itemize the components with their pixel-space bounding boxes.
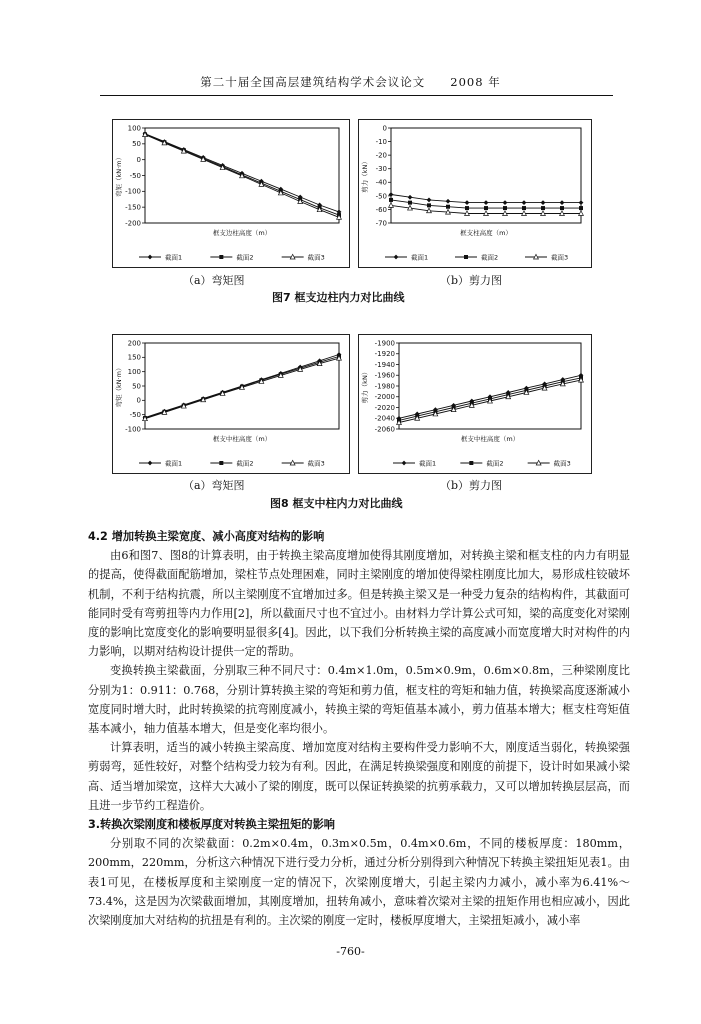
section-3-paragraph-1: 分别取不同的次梁截面：0.2m×0.4m，0.3m×0.5m，0.4m×0.6m，不同的楼板厚度：180mm，200mm，220mm，分析这六种情况下进行受力分析，通过分析分别得到六种情况下转换主梁扭矩见表1。由表1可见，在楼板厚度和主梁刚度一定的情况下，次梁刚度增大，引起主梁内力减小，减小率为6.41%～73.4%，这是因为次梁截面增加，其刚度增加，扭转角减小，意味着次梁对主梁的扭矩作用也相应减小，因此次梁刚度加大对结构的抗扭是有利的。主次梁的刚度一定时，楼板厚度增大，主梁扭矩减小，减小率: [88, 837, 630, 928]
legend-label-3: 截面3: [307, 253, 325, 262]
y-tick-label: -70: [375, 219, 387, 228]
legend-marker-2: [219, 255, 223, 259]
data-point-series-2: [408, 201, 412, 205]
y-axis-label: 弯矩（kN·m）: [115, 153, 123, 198]
fig7a-caption: （a）弯矩图: [183, 274, 245, 287]
fig7a-svg: [113, 120, 349, 267]
x-axis-label: 框支柱高度（m）: [460, 229, 512, 237]
y-tick-label: 0: [136, 396, 141, 405]
y-tick-label: -150: [125, 203, 141, 212]
fig8a-caption: （a）弯矩图: [183, 479, 245, 492]
legend-marker-2: [219, 461, 223, 465]
y-tick-label: -1900: [374, 339, 395, 348]
legend-label-1: 截面1: [419, 459, 437, 468]
y-axis-label: 剪力（kN）: [361, 368, 369, 404]
legend-label-2: 截面2: [486, 459, 504, 468]
body-text: [88, 527, 630, 930]
y-tick-label: -100: [125, 425, 141, 434]
y-tick-label: 200: [127, 339, 141, 348]
y-tick-label: -200: [125, 219, 141, 228]
data-point-series-2: [579, 206, 583, 210]
y-tick-label: -50: [129, 171, 141, 180]
legend-label-3: 截面3: [551, 253, 569, 262]
legend-label-2: 截面2: [236, 459, 254, 468]
running-header: 第二十届全国高层建筑结构学术会议论文 2008 年: [200, 75, 501, 89]
x-axis-label: 框支中柱高度（m）: [212, 435, 272, 443]
data-point-series-2: [503, 206, 507, 210]
fig8a-svg: [113, 335, 349, 473]
section-4-2-paragraph-1: 由6和图7、图8的计算表明，由于转换主梁高度增加使得其刚度增加，对转换主梁和框支柱的内力有明显的提高，使得截面配筋增加，梁柱节点处理困难，同时主梁刚度的增加使得梁柱刚度比加大，易形成柱铰破坏机制，不利于结构抗震，所以主梁刚度不宜增加过多。但是转换主梁又是一种受力复杂的结构构件，其截面可能同时受有弯剪扭等内力作用[2]，所以截面尺寸也不宜过小。由材料力学计算公式可知，梁的高度变化对梁刚度的影响比宽度变化的影响要明显很多[4]。因此，以下我们分析转换主梁的高度减小而宽度增大时对构件的内力影响，以期对结构设计提供一定的帮助。: [88, 549, 630, 659]
legend-marker-1: [148, 461, 153, 466]
data-point-series-2: [522, 206, 526, 210]
y-tick-label: -1980: [374, 382, 395, 391]
y-tick-label: 50: [132, 140, 141, 149]
fig8a-moment-chart: [112, 334, 350, 474]
data-point-series-2: [541, 206, 545, 210]
legend-label-2: 截面2: [481, 253, 499, 262]
y-tick-label: -20: [375, 151, 387, 160]
y-tick-label: -2060: [374, 425, 395, 434]
legend-label-1: 截面1: [411, 253, 429, 262]
y-tick-label: 50: [132, 382, 141, 391]
y-tick-label: -2040: [374, 414, 395, 423]
x-axis-label: 框支边柱高度（m）: [212, 229, 272, 237]
legend-label-1: 截面1: [165, 459, 183, 468]
y-tick-label: -50: [375, 192, 387, 201]
legend-label-3: 截面3: [307, 459, 325, 468]
data-point-series-2: [389, 198, 393, 202]
y-tick-label: 100: [127, 368, 141, 377]
page-number: -760-: [336, 945, 365, 958]
data-point-series-2: [465, 206, 469, 210]
fig7b-svg: [359, 120, 591, 267]
fig8b-caption: （b）剪力图: [440, 479, 503, 492]
section-4-2-paragraph-2: 变换转换主梁截面，分别取三种不同尺寸：0.4m×1.0m，0.5m×0.9m，0.6m×0.8m，三种梁刚度比分别为1：0.911：0.768，分别计算转换主梁的弯矩和剪力值，框支柱的弯矩和轴力值，转换梁高度逐渐减小宽度同时增大时，此时转换梁的抗弯刚度减小，转换主梁的弯矩值基本减小，剪力值基本增大；框支柱弯矩值基本减小，轴力值基本增大，但是变化率均很小。: [88, 664, 630, 736]
legend-marker-2: [464, 255, 468, 259]
y-tick-label: -2000: [374, 393, 395, 402]
data-point-series-2: [427, 203, 431, 207]
y-tick-label: -100: [125, 187, 141, 196]
y-axis-label: 剪力（kN）: [361, 158, 369, 193]
y-tick-label: -2020: [374, 403, 395, 412]
legend-label-3: 截面3: [553, 459, 571, 468]
legend-label-2: 截面2: [236, 253, 254, 262]
legend-label-1: 截面1: [165, 253, 183, 262]
legend-marker-1: [394, 255, 399, 260]
fig7-title: 图7 框支边柱内力对比曲线: [272, 291, 405, 304]
legend-marker-2: [469, 461, 473, 465]
y-tick-label: 0: [382, 124, 387, 133]
legend-marker-1: [148, 255, 153, 260]
y-tick-label: -1960: [374, 371, 395, 380]
fig8b-shear-chart: [358, 334, 592, 474]
y-tick-label: -40: [375, 178, 387, 187]
legend-marker-1: [402, 461, 407, 466]
y-axis-label: 弯矩（kN·m）: [115, 364, 123, 408]
y-tick-label: -1920: [374, 350, 395, 359]
fig7b-caption: （b）剪力图: [440, 274, 503, 287]
fig8-title: 图8 框支中柱内力对比曲线: [270, 497, 403, 510]
y-tick-label: -10: [375, 137, 387, 146]
y-tick-label: -30: [375, 165, 387, 174]
y-tick-label: 100: [127, 124, 141, 133]
y-tick-label: 150: [127, 353, 141, 362]
y-tick-label: -60: [375, 205, 387, 214]
fig7b-shear-chart: [358, 119, 592, 268]
fig8b-svg: [359, 335, 591, 473]
x-axis-label: 框支中柱高度（m）: [460, 435, 520, 443]
y-tick-label: -50: [129, 411, 141, 420]
section-3-heading: 3.转换次梁刚度和楼板厚度对转换主梁扭矩的影响: [88, 818, 335, 832]
section-4-2-paragraph-3: 计算表明，适当的减小转换主梁高度、增加宽度对结构主要构件受力影响不大，刚度适当弱化，转换梁强剪弱弯，延性较好，对整个结构受力较为有利。因此，在满足转换梁强度和刚度的前提下，设计时如果减小梁高、适当增加梁宽，这样大大减小了梁的刚度，既可以保证转换梁的抗剪承载力，又可以增加转换层层高，而且进一步节约工程造价。: [88, 741, 630, 812]
y-tick-label: 0: [136, 156, 141, 165]
data-point-series-2: [560, 206, 564, 210]
y-tick-label: -1940: [374, 360, 395, 369]
fig7a-moment-chart: [112, 119, 350, 268]
header-rule: [100, 95, 613, 96]
data-point-series-2: [484, 206, 488, 210]
section-4-2-heading: 4.2 增加转换主梁宽度、减小高度对结构的影响: [88, 530, 325, 543]
data-point-series-2: [446, 205, 450, 209]
